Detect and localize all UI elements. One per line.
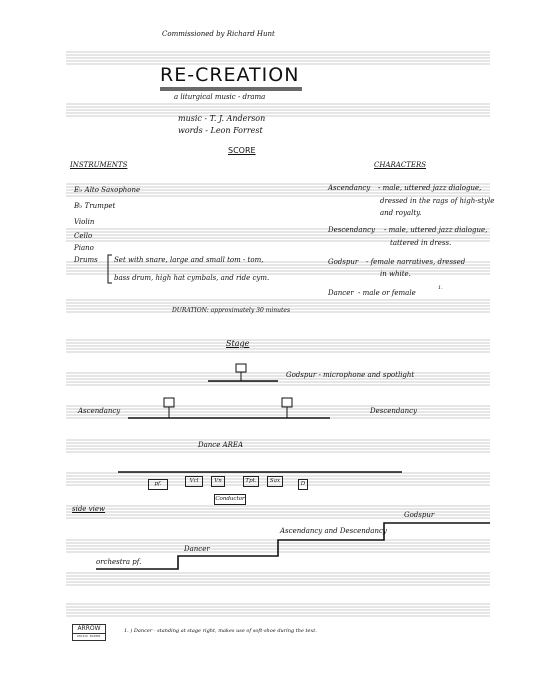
instrument-item: Piano bbox=[74, 244, 94, 252]
character-name: Ascendancy bbox=[328, 184, 371, 192]
instrument-item: B♭ Trumpet bbox=[74, 202, 116, 210]
character-desc: in white. bbox=[380, 270, 411, 278]
godspur-stage-label: Godspur - microphone and spotlight bbox=[286, 371, 415, 379]
instrument-item: Cello bbox=[74, 232, 93, 240]
words-credit: words - Leon Forrest bbox=[178, 126, 263, 135]
footnote-mark: 1. bbox=[438, 285, 443, 291]
page-title: RE-CREATION bbox=[160, 64, 300, 86]
conductor-box: Conductor bbox=[214, 494, 246, 505]
sax-box: Sax bbox=[267, 476, 283, 487]
instrument-item: Violin bbox=[74, 218, 95, 226]
character-desc: tattered in dress. bbox=[390, 239, 452, 247]
characters-heading: CHARACTERS bbox=[374, 161, 427, 169]
dance-area-label: Dance AREA bbox=[198, 441, 244, 449]
character-desc: and royalty. bbox=[380, 209, 422, 217]
instrument-item: Drums bbox=[74, 256, 98, 264]
character-name: Godspur bbox=[328, 258, 359, 266]
character-name: Dancer bbox=[328, 289, 354, 297]
side-orchestra-label: orchestra pf. bbox=[96, 558, 142, 566]
publisher-logo: ARROW MUSIC PAPER bbox=[72, 624, 106, 641]
ascendancy-stage-label: Ascendancy bbox=[78, 407, 121, 415]
character-desc: - female narratives, dressed bbox=[366, 258, 466, 266]
descendancy-music-stand-icon bbox=[282, 398, 292, 407]
stage-drawing bbox=[96, 88, 490, 569]
character-desc: - male, uttered jazz dialogue, bbox=[384, 226, 488, 234]
character-desc: - male, uttered jazz dialogue, bbox=[378, 184, 482, 192]
side-dancer-label: Dancer bbox=[184, 545, 210, 553]
piano-box: pf. bbox=[148, 479, 168, 490]
trumpet-box: Tpt. bbox=[243, 476, 259, 487]
side-view-label: side view bbox=[72, 505, 106, 513]
violin-box: Vn bbox=[211, 476, 225, 487]
ascendancy-music-stand-icon bbox=[164, 398, 174, 407]
cello-box: Vcl bbox=[185, 476, 203, 487]
instruments-heading: INSTRUMENTS bbox=[70, 161, 128, 169]
instrument-item: E♭ Alto Saxophone bbox=[74, 186, 141, 194]
music-credit: music - T. J. Anderson bbox=[178, 114, 266, 123]
duration: DURATION: approximately 30 minutes bbox=[172, 307, 291, 314]
staff-lines bbox=[66, 52, 490, 616]
descendancy-stage-label: Descendancy bbox=[370, 407, 417, 415]
drums-detail: bass drum, high hat cymbals, and ride cym. bbox=[114, 274, 270, 282]
side-asc-desc-label: Ascendancy and Descendancy bbox=[280, 527, 387, 535]
godspur-music-stand-icon bbox=[236, 364, 246, 372]
subtitle: a liturgical music - drama bbox=[174, 93, 266, 101]
footnote: 1. ) Dancer - standing at stage right, makes use of soft-shoe during the text. bbox=[124, 628, 317, 634]
drums-box: D bbox=[298, 479, 308, 490]
stage-heading: Stage bbox=[226, 339, 250, 348]
score-heading: SCORE bbox=[228, 146, 256, 155]
drums-detail: Set with snare, large and small tom - tom, bbox=[114, 256, 264, 264]
character-desc: dressed in the rags of high-style bbox=[380, 197, 495, 205]
side-godspur-label: Godspur bbox=[404, 511, 435, 519]
character-desc: - male or female bbox=[358, 289, 416, 297]
character-name: Descendancy bbox=[328, 226, 375, 234]
commission-line: Commissioned by Richard Hunt bbox=[162, 30, 275, 38]
